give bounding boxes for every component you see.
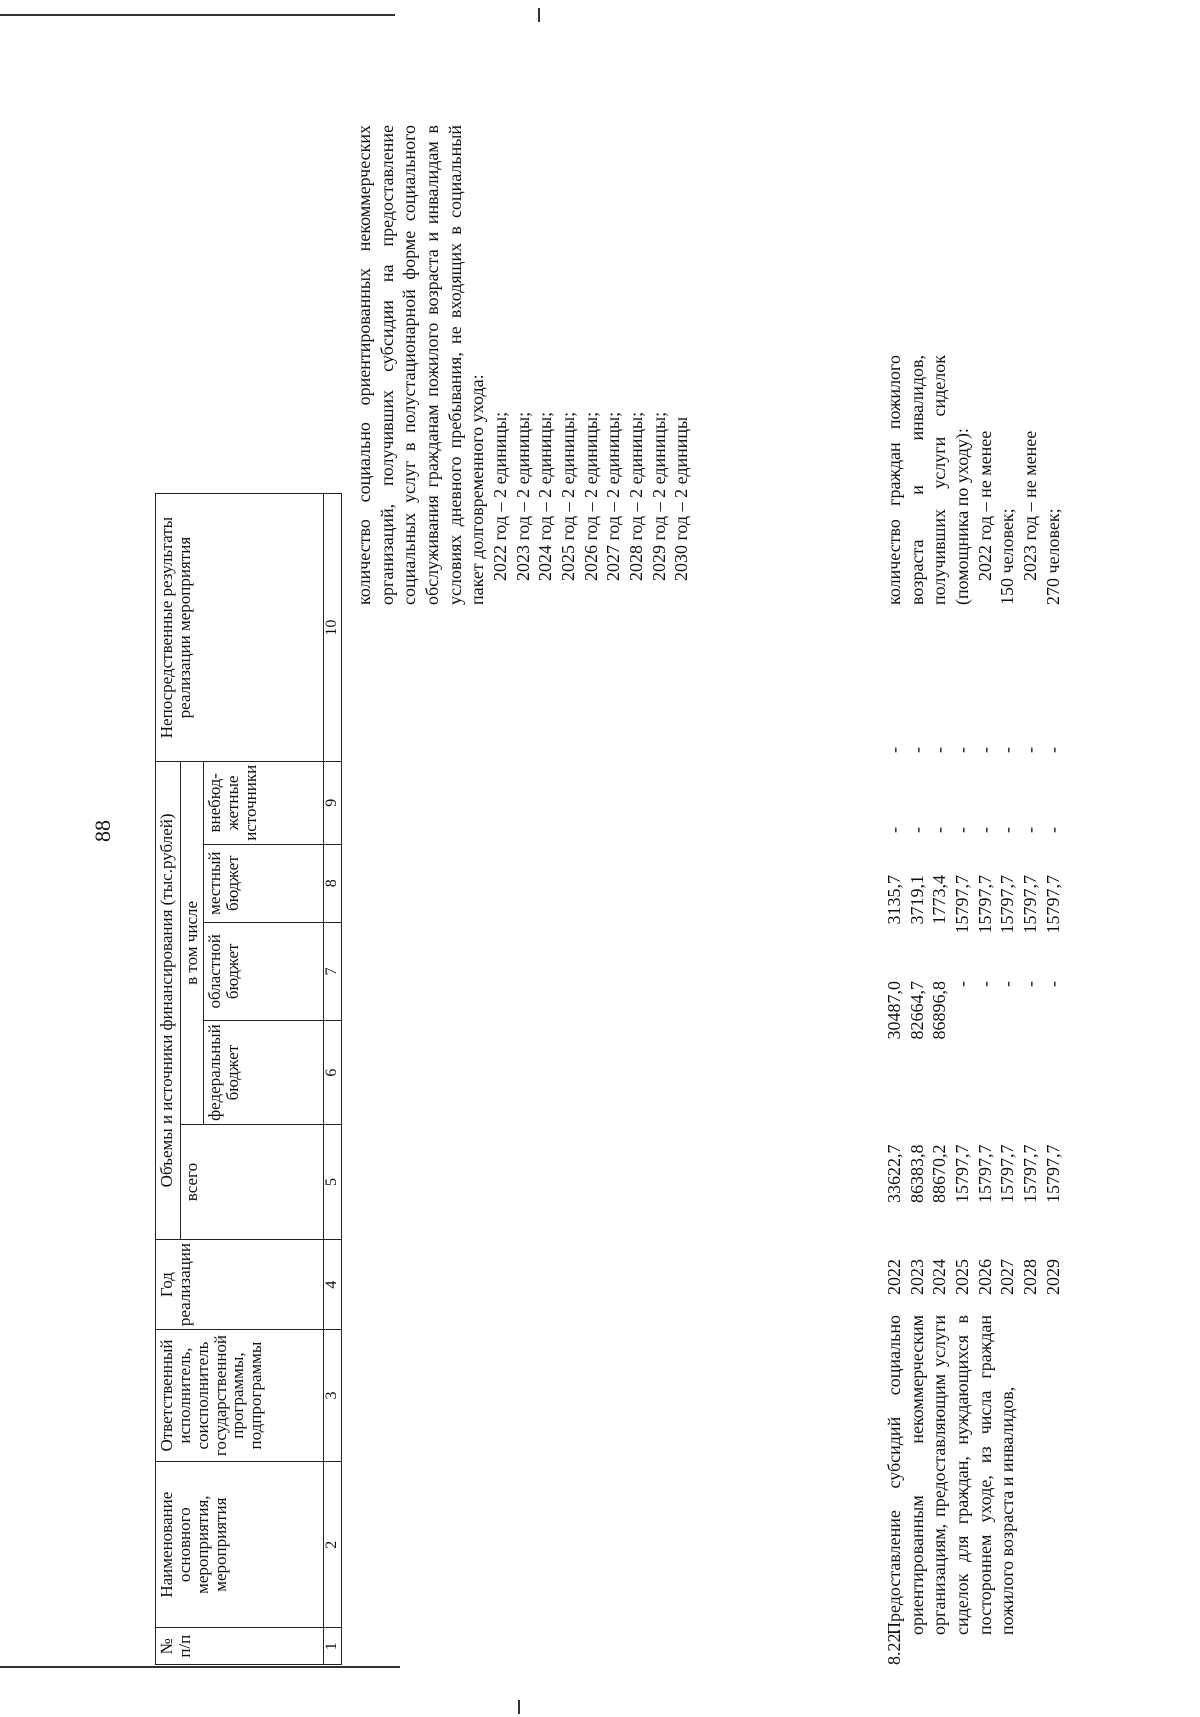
year-cell: 2022 (884, 1259, 904, 1295)
prev-results-year: 2023 год – 2 единицы; (512, 411, 533, 581)
col-number: 1 (323, 1628, 341, 1665)
header-num: № п/п (156, 1628, 324, 1665)
year-cell: 2027 (997, 1259, 1018, 1295)
header-including: в том числе (181, 761, 204, 1124)
header-regional: областной бюджет (203, 922, 323, 1021)
regional-cell: 3135,7 (884, 875, 904, 925)
col-number: 2 (323, 1461, 341, 1627)
year-cell: 2029 (1042, 1259, 1063, 1295)
entry-results-line: 150 человек; (997, 508, 1018, 605)
year-cell: 2024 (929, 1259, 950, 1295)
prev-results-year: 2027 год – 2 единицы; (603, 411, 624, 581)
col-number: 7 (323, 922, 341, 1021)
total-cell: 15797,7 (974, 1144, 995, 1203)
local-cell: - (1020, 827, 1041, 833)
offbudget-cell: - (884, 747, 904, 753)
scan-edge-top (0, 14, 395, 16)
offbudget-cell: - (1042, 747, 1063, 753)
local-cell: - (906, 827, 927, 833)
federal-cell: - (952, 981, 973, 987)
entry-total (883, 1123, 1064, 1203)
total-cell: 88670,2 (929, 1144, 950, 1203)
entry-results-line: 2022 год – не менее (974, 430, 995, 581)
total-cell: 33622,7 (884, 1144, 904, 1203)
year-cell: 2028 (1020, 1259, 1041, 1295)
entry-results-text: количество граждан пожилого возраста и инвалидов, получивших услуги сиделок (помощника по уходу): (884, 355, 973, 605)
scan-mark (518, 1700, 520, 1714)
header-offbudget: внебюд-жетные источники (203, 761, 323, 844)
year-cell: 2026 (974, 1259, 995, 1295)
col-number: 3 (323, 1330, 341, 1462)
total-cell: 15797,7 (997, 1144, 1018, 1203)
funding-table (155, 105, 342, 1665)
page-number: 88 (90, 820, 115, 842)
federal-cell: 86896,8 (929, 981, 950, 1040)
regional-cell: 15797,7 (974, 875, 995, 934)
header-executor: Ответственный исполнитель, соисполнитель государственной программы, подпрограммы (156, 1330, 324, 1462)
local-cell: - (884, 827, 904, 833)
regional-cell: 15797,7 (952, 875, 973, 934)
regional-cell: 15797,7 (1042, 875, 1063, 934)
col-number: 10 (323, 494, 341, 761)
header-results: Непосредственные результаты реализации мероприятия (156, 494, 324, 761)
rotated-page-content (155, 105, 1155, 1665)
header-local: местный бюджет (203, 844, 323, 922)
header-year: Год реализации (156, 1240, 324, 1330)
federal-cell: - (1020, 981, 1041, 987)
total-cell: 86383,8 (906, 1144, 927, 1203)
offbudget-cell: - (906, 747, 927, 753)
total-cell: 15797,7 (1020, 1144, 1041, 1203)
entry-federal (883, 981, 1064, 1075)
entry-number: 8.22. (884, 1629, 904, 1665)
federal-cell: - (974, 981, 995, 987)
regional-cell: 3719,1 (906, 875, 927, 925)
federal-cell: - (997, 981, 1018, 987)
entry-results-line: 270 человек; (1042, 508, 1063, 605)
prev-results-year: 2024 год – 2 единицы; (535, 411, 556, 581)
prev-results-year: 2028 год – 2 единицы; (626, 411, 647, 581)
prev-results-text (353, 125, 693, 605)
entry-local (883, 815, 1064, 845)
offbudget-cell: - (952, 747, 973, 753)
prev-results-year: 2025 год – 2 единицы; (558, 411, 579, 581)
regional-cell: 1773,4 (929, 875, 950, 925)
year-cell: 2025 (952, 1259, 973, 1295)
entry-results-line: 2023 год – не менее (1020, 430, 1041, 581)
prev-results-year: 2029 год – 2 единицы; (648, 411, 669, 581)
total-cell: 15797,7 (1042, 1144, 1063, 1203)
col-number: 6 (323, 1021, 341, 1125)
entry-regional (883, 875, 1064, 965)
local-cell: - (997, 827, 1018, 833)
col-number: 5 (323, 1125, 341, 1240)
scan-mark (538, 8, 540, 22)
offbudget-cell: - (997, 747, 1018, 753)
prev-results-paragraph: количество социально ориентированных некоммерческих организаций, получивших субсидии на предоставление социальных услуг в полустационарной форме социального обслуживания гражданам пожилого возраста и инвалидам в условиях дневного пребывания, не входящих в социальный пакет долговременного ухода: (354, 125, 488, 605)
header-name: Наименование основного мероприятия, мероприятия (156, 1461, 324, 1627)
federal-cell: 30487,0 (884, 981, 904, 1040)
offbudget-cell: - (929, 747, 950, 753)
offbudget-cell: - (1020, 747, 1041, 753)
entry-name: Предоставление субсидий социально ориентированным некоммерческим организациям, предоставляющим услуги сиделок для граждан, нуждающихся в постороннем уходе, из числа граждан пожилого возраста и инвалидов, (884, 1315, 1018, 1635)
blank-margin (156, 105, 342, 494)
local-cell: - (1042, 827, 1063, 833)
entry-years (883, 1233, 1064, 1295)
local-cell: - (929, 827, 950, 833)
header-federal: федеральный бюджет (203, 1021, 323, 1125)
federal-cell: - (1042, 981, 1063, 987)
header-funding: Объемы и источники финансирования (тыс.рублей) (156, 761, 181, 1239)
col-number: 8 (323, 844, 341, 922)
scan-edge-bottom (0, 1666, 400, 1668)
prev-results-year: 2030 год – 2 единицы (671, 416, 692, 581)
col-number: 4 (323, 1240, 341, 1330)
local-cell: - (952, 827, 973, 833)
entry-results (883, 355, 1064, 605)
offbudget-cell: - (974, 747, 995, 753)
col-number: 9 (323, 761, 341, 844)
prev-results-year: 2022 год – 2 единицы; (490, 411, 511, 581)
regional-cell: 15797,7 (1020, 875, 1041, 934)
prev-results-year: 2026 год – 2 единицы; (580, 411, 601, 581)
year-cell: 2023 (906, 1259, 927, 1295)
entry-offbudget (883, 735, 1064, 765)
federal-cell: 82664,7 (906, 981, 927, 1040)
header-total: всего (181, 1125, 324, 1240)
prev-results-years (489, 125, 693, 605)
regional-cell: 15797,7 (997, 875, 1018, 934)
total-cell: 15797,7 (952, 1144, 973, 1203)
local-cell: - (974, 827, 995, 833)
